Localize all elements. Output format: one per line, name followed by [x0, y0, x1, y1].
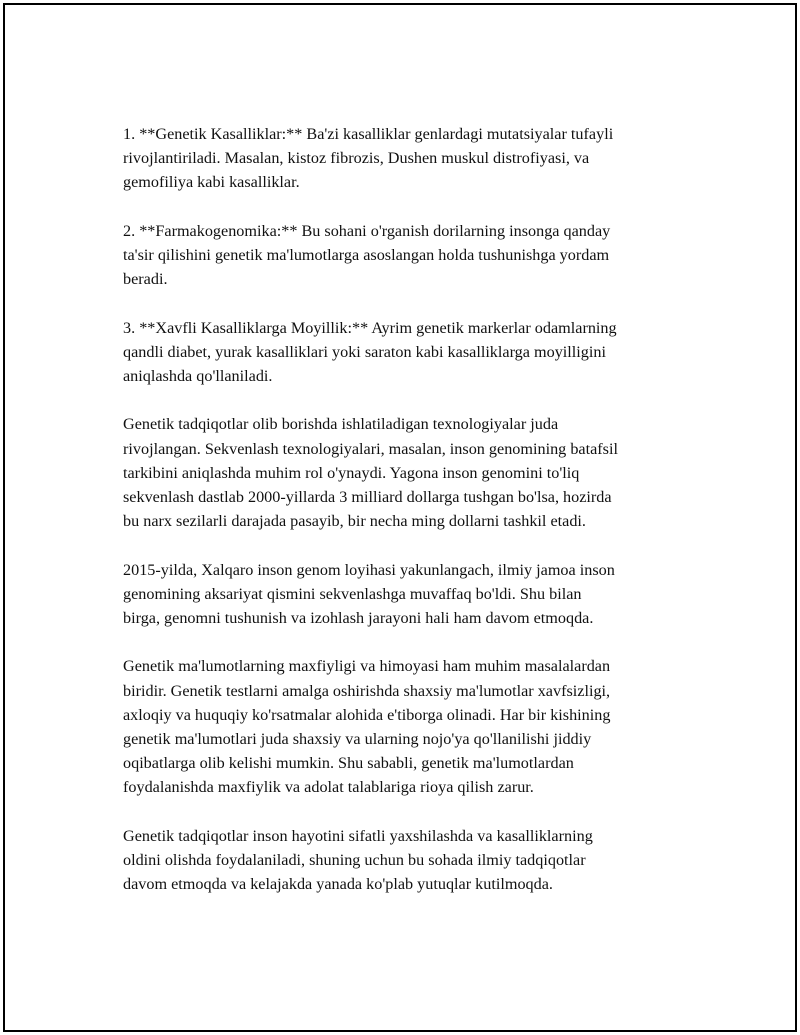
- text-line: Genetik tadqiqotlar olib borishda ishlatiladigan texnologiyalar juda: [123, 415, 559, 434]
- text-line: sekvenlash dastlab 2000-yillarda 3 milliard dollarga tushgan bo'lsa, hozirda: [123, 488, 612, 506]
- paragraph-sequencing-technology: [123, 412, 703, 533]
- text-line: 3. **Xavfli Kasalliklarga Moyillik:** Ayrim genetik markerlar odamlarning: [123, 318, 617, 337]
- text-line: rivojlangan. Sekvenlash texnologiyalari, masalan, inson genomining batafsil: [123, 439, 618, 458]
- text-line: rivojlantiriladi. Masalan, kistoz fibrozis, Dushen muskul distrofiyasi, va: [123, 149, 590, 168]
- paragraph-pharmacogenomics: [123, 219, 703, 292]
- text-line: 2. **Farmakogenomika:** Bu sohani o'rganish dorilarning insonga qanday: [123, 221, 611, 240]
- text-line: tarkibini aniqlashda muhim rol o'ynaydi. Yagona inson genomini to'liq: [123, 463, 580, 482]
- text-line: foydalanishda maxfiylik va adolat talablariga rioya qilish zarur.: [123, 778, 534, 797]
- text-line: birga, genomni tushunish va izohlash jarayoni hali ham davom etmoqda.: [123, 609, 594, 627]
- paragraph-disease-predisposition: [123, 316, 703, 389]
- paragraph-conclusion: [123, 824, 703, 897]
- text-line: axloqiy va huquqiy ko'rsatmalar alohida e'tiborga olinadi. Har bir kishining: [123, 705, 611, 724]
- text-line: davom etmoqda va kelajakda yanada ko'plab yutuqlar kutilmoqda.: [123, 875, 553, 894]
- text-line: genomining aksariyat qismini sekvenlashga muvaffaq bo'ldi. Shu bilan: [123, 584, 582, 603]
- page-frame: [3, 3, 797, 1032]
- text-line: gemofiliya kabi kasalliklar.: [123, 173, 300, 192]
- text-line: genetik ma'lumotlari juda shaxsiy va ularning nojo'ya qo'llanilishi jiddiy: [123, 730, 592, 748]
- text-line: beradi.: [123, 270, 168, 289]
- text-line: bu narx sezilarli darajada pasayib, bir necha ming dollarni tashkil etadi.: [123, 512, 586, 531]
- paragraph-genome-project: [123, 558, 703, 631]
- text-line: Genetik tadqiqotlar inson hayotini sifatli yaxshilashda va kasalliklarning: [123, 826, 593, 845]
- text-line: ta'sir qilishini genetik ma'lumotlarga asoslangan holda tushunishga yordam: [123, 246, 610, 264]
- text-line: biridir. Genetik testlarni amalga oshirishda shaxsiy ma'lumotlar xavfsizligi,: [123, 681, 611, 700]
- document-body: [123, 122, 703, 921]
- text-line: 1. **Genetik Kasalliklar:** Ba'zi kasalliklar genlardagi mutatsiyalar tufayli: [123, 125, 614, 143]
- text-line: Genetik ma'lumotlarning maxfiyligi va himoyasi ham muhim masalalardan: [123, 657, 611, 676]
- text-line: qandli diabet, yurak kasalliklari yoki saraton kabi kasalliklarga moyilligini: [123, 342, 606, 361]
- text-line: oldini olishda foydalaniladi, shuning uchun bu sohada ilmiy tadqiqotlar: [123, 851, 586, 869]
- text-line: 2015-yilda, Xalqaro inson genom loyihasi yakunlangach, ilmiy jamoa inson: [123, 560, 615, 579]
- text-line: aniqlashda qo'llaniladi.: [123, 367, 273, 385]
- paragraph-data-privacy: [123, 654, 703, 799]
- text-line: oqibatlarga olib kelishi mumkin. Shu sababli, genetik ma'lumotlardan: [123, 754, 574, 773]
- paragraph-genetic-diseases: [123, 122, 703, 195]
